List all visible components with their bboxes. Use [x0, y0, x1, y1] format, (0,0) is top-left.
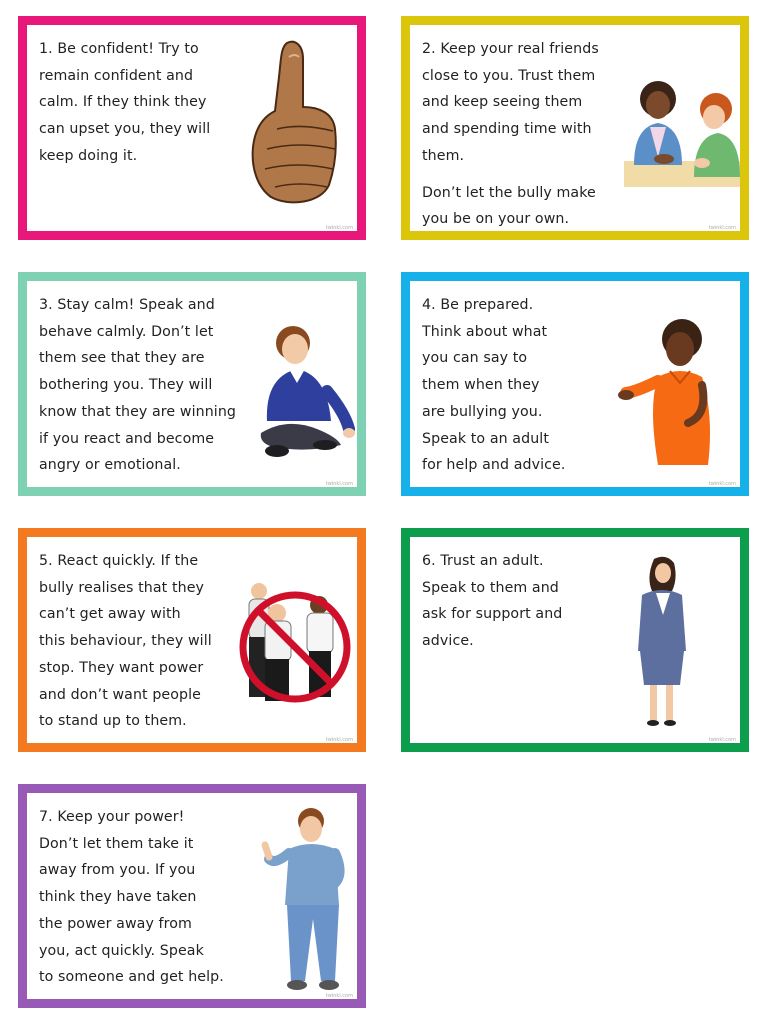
tip-card-7-paragraph: 7. Keep your power! Don’t let them take it away from you. If you think they have taken the power away from you, act quickly. Speak to someone and get help.: [39, 809, 224, 986]
tip-card-7: [18, 784, 366, 1008]
tip-card-5-paragraph: 5. React quickly. If the bully realises that they can’t get away with this behaviour, they will stop. They want power and don’t want people to stand up to them.: [39, 553, 212, 730]
watermark: twinkl.com: [325, 737, 353, 743]
tip-card-2-text: [422, 36, 622, 233]
watermark: twinkl.com: [708, 481, 736, 487]
watermark: twinkl.com: [708, 225, 736, 231]
tip-card-3-text: [39, 292, 254, 479]
tip-card-7-text: [39, 804, 249, 991]
confident-boy-thumbs-up-icon: [255, 805, 355, 995]
tip-card-4-paragraph: 4. Be prepared. Think about what you can say to them when they are bullying you. Speak to an adult for help and advice.: [422, 297, 566, 474]
tip-card-2: [401, 16, 749, 240]
two-friends-at-table-icon: [620, 77, 742, 189]
tip-card-2-paragraph-2: Don’t let the bully make you be on your own.: [422, 184, 596, 228]
tip-card-1: [18, 16, 366, 240]
tip-card-6-text: [422, 548, 622, 655]
watermark: twinkl.com: [708, 737, 736, 743]
thumbs-up-hand-icon: [249, 37, 339, 207]
tip-card-5: [18, 528, 366, 752]
woman-in-suit-icon: [634, 555, 690, 727]
tip-card-1-text: [39, 36, 244, 170]
calm-sitting-boy-icon: [257, 321, 357, 461]
tip-card-4: [401, 272, 749, 496]
tip-card-5-text: [39, 548, 244, 735]
tip-card-2-paragraph-1: 2. Keep your real friends close to you. Trust them and keep seeing them and spending time with them.: [422, 41, 599, 164]
speaking-boy-icon: [618, 315, 718, 465]
watermark: twinkl.com: [325, 993, 353, 999]
tip-card-1-paragraph: 1. Be confident! Try to remain confident and calm. If they think they can upset you, they will keep doing it.: [39, 41, 211, 164]
no-bullying-sign-icon: [235, 579, 355, 709]
tip-card-6: [401, 528, 749, 752]
watermark: twinkl.com: [325, 481, 353, 487]
tip-card-4-text: [422, 292, 612, 479]
watermark: twinkl.com: [325, 225, 353, 231]
tip-card-3: [18, 272, 366, 496]
tip-card-6-paragraph: 6. Trust an adult. Speak to them and ask for support and advice.: [422, 553, 563, 650]
tip-card-3-paragraph: 3. Stay calm! Speak and behave calmly. Don’t let them see that they are bothering you. They will know that they are winning if you react and become angry or emotional.: [39, 297, 237, 474]
